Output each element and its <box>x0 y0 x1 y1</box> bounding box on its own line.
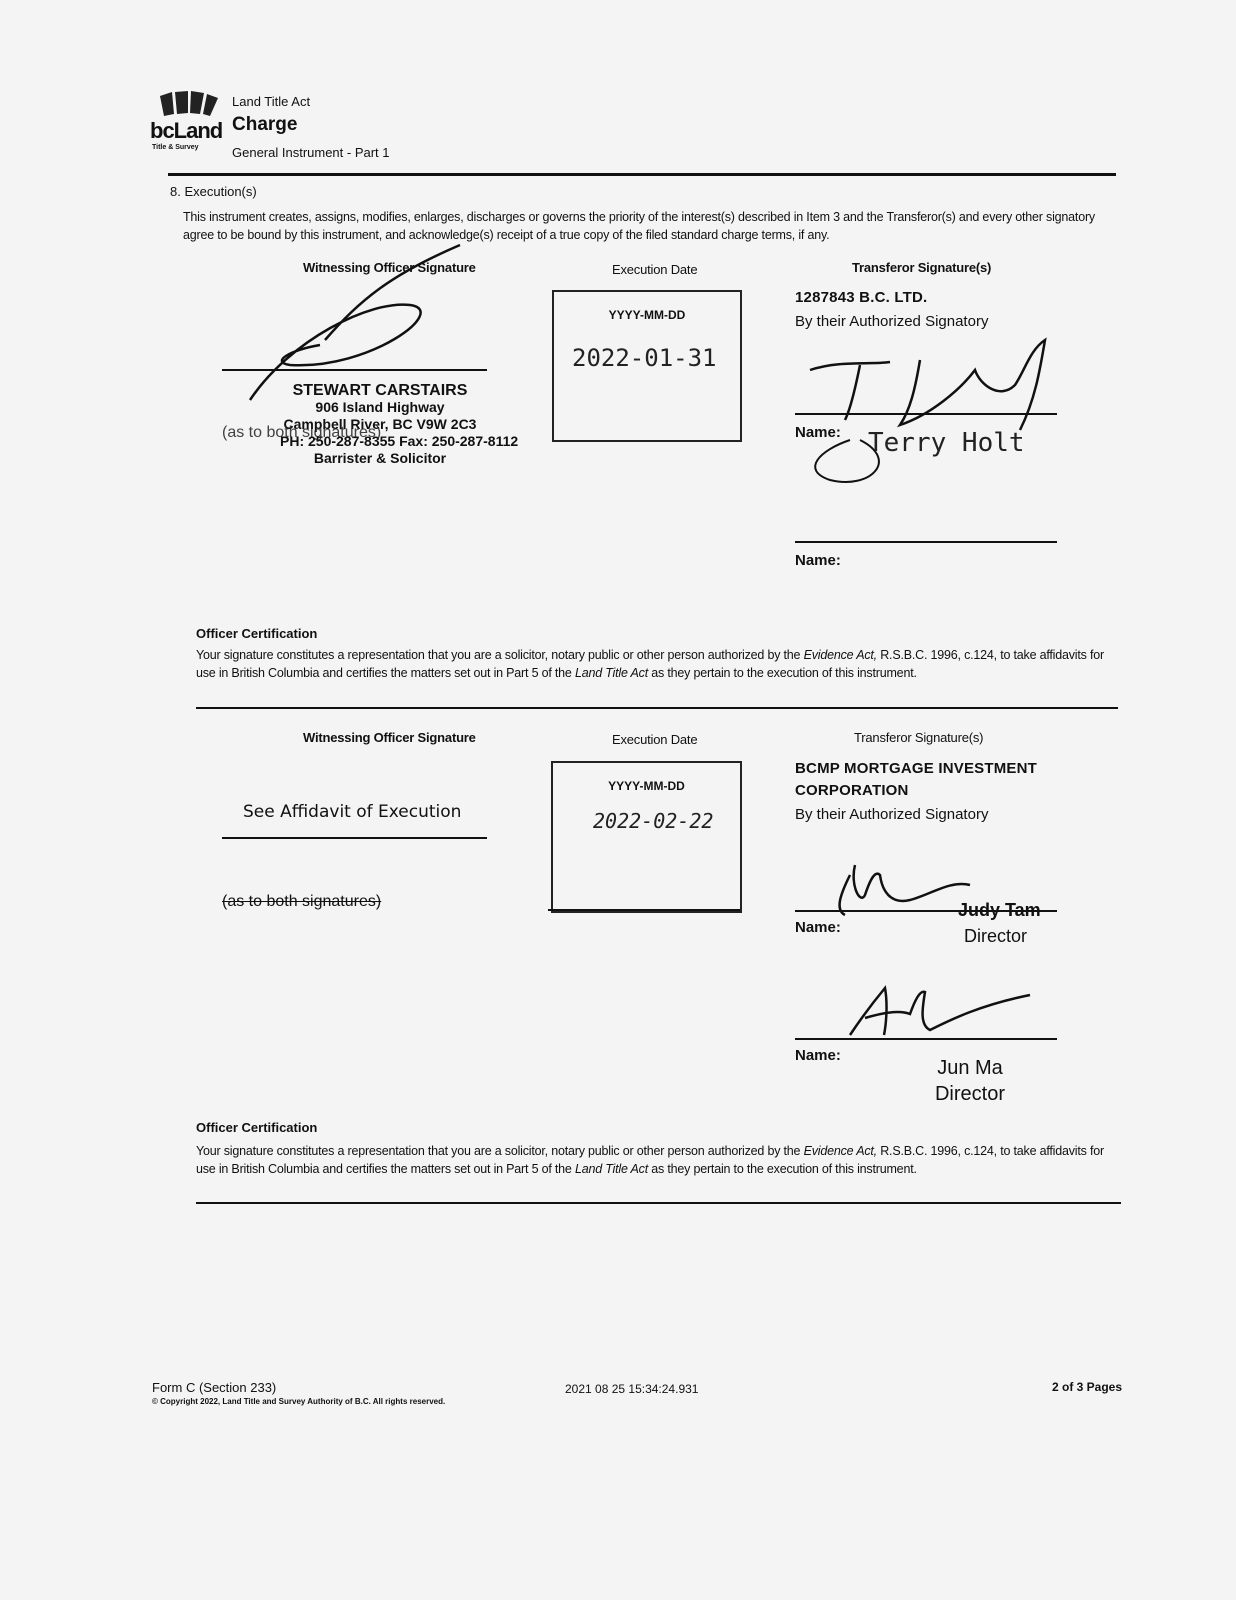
footer-timestamp: 2021 08 25 15:34:24.931 <box>565 1382 699 1396</box>
transferor-heading-2: Transferor Signature(s) <box>854 730 984 745</box>
section-intro: This instrument creates, assigns, modifies, enlarges, discharges or governs the priority of the interest(s) described in Item 3 and the Transferor(s) and every other signatory agree to be bound by this instrument, and acknowledge(s) receipt of a true copy of the filed standard charge terms, if any. <box>183 210 1095 242</box>
name-label-2b: Name: <box>795 1047 841 1064</box>
cert-text-a: Your signature constitutes a representation that you are a solicitor, notary public or other person authorized by the <box>196 648 804 662</box>
header-rule <box>168 173 1116 176</box>
cert-evidence-act: Evidence Act, <box>803 648 877 662</box>
party-2-line2: CORPORATION <box>795 782 909 799</box>
name-label-1a: Name: <box>795 424 841 441</box>
cert2-text-b: R.S.B.C. 1996, c.124, to take affidavits for use in British Columbia and certifies the matters set out in Part 5 of the <box>196 1144 1104 1176</box>
footer-pages: 2 of 3 Pages <box>1052 1380 1123 1394</box>
authorized-2: By their Authorized Signatory <box>795 806 989 823</box>
signer1-name: Judy Tam <box>958 900 1041 920</box>
date-heading-2: Execution Date <box>612 732 698 747</box>
signer1-title: Director <box>964 926 1028 946</box>
name-label-1b: Name: <box>795 552 841 569</box>
header-title: Charge <box>232 114 298 135</box>
execution-date-box-1 <box>552 290 742 442</box>
date-format-1: YYYY-MM-DD <box>608 308 686 322</box>
cert-land-title-act: Land Title Act <box>574 666 649 680</box>
signer2-name: Jun Ma <box>937 1057 1003 1079</box>
cert-rule-2 <box>196 1202 1121 1204</box>
cert-heading-2: Officer Certification <box>196 1120 318 1135</box>
cert-text-c: as they pertain to the execution of this instrument. <box>648 666 917 680</box>
cert-text-b: R.S.B.C. 1996, c.124, to take affidavits for use in British Columbia and certifies the matters set out in Part 5 of the <box>196 648 1104 680</box>
transferor-heading: Transferor Signature(s) <box>852 260 992 275</box>
stamp-phone: PH: 250-287-8355 Fax: 250-287-8112 <box>280 433 519 449</box>
date-box-underline-2 <box>548 909 740 911</box>
cert-text-1 <box>196 646 1111 682</box>
date-value-2: 2022-02-22 <box>593 809 714 833</box>
date-heading: Execution Date <box>612 262 698 277</box>
execution-date-box-2 <box>551 761 742 913</box>
cert-rule-1 <box>196 707 1118 709</box>
transferor-line-1b <box>795 541 1057 543</box>
cert2-text-c: as they pertain to the execution of this instrument. <box>648 1162 917 1176</box>
footer-copyright: © Copyright 2022, Land Title and Survey Authority of B.C. All rights reserved. <box>152 1397 446 1406</box>
cert-text-2 <box>196 1142 1111 1178</box>
witness-text-2: See Affidavit of Execution <box>243 802 462 822</box>
witness-heading: Witnessing Officer Signature <box>303 260 476 275</box>
witness-note-2: (as to both signatures) <box>222 893 382 910</box>
cert-heading-1: Officer Certification <box>196 626 318 641</box>
witness-line-2 <box>222 837 487 839</box>
witness-heading-2: Witnessing Officer Signature <box>303 730 476 745</box>
header-subtitle: General Instrument - Part 1 <box>232 145 390 160</box>
authorized-1: By their Authorized Signatory <box>795 313 989 330</box>
stamp-role: Barrister & Solicitor <box>313 450 447 466</box>
name-label-2a: Name: <box>795 919 841 936</box>
cert2-evidence-act: Evidence Act, <box>803 1144 877 1158</box>
signer2-block <box>910 1055 1030 1107</box>
header-act: Land Title Act <box>232 94 311 109</box>
stamp-city: Campbell River, BC V9W 2C3 <box>283 416 477 432</box>
transferor-line-2b <box>795 1038 1057 1040</box>
party-2-line1: BCMP MORTGAGE INVESTMENT <box>795 760 1038 777</box>
transferor-signature-1 <box>800 330 1060 490</box>
handwritten-name-1: Terry Holt <box>868 428 1025 458</box>
cert2-text-a: Your signature constitutes a representation that you are a solicitor, notary public or other person authorized by the <box>196 1144 804 1158</box>
signer2-title: Director <box>934 1083 1005 1105</box>
bc-land-logo <box>150 88 222 160</box>
transferor-line-1a <box>795 413 1057 415</box>
cert2-land-title-act: Land Title Act <box>574 1162 649 1176</box>
witness-line-1 <box>222 369 487 371</box>
stamp-address: 906 Island Highway <box>315 399 445 415</box>
date-value-1: 2022-01-31 <box>572 344 717 372</box>
stamp-name: STEWART CARSTAIRS <box>292 382 468 399</box>
logo-subtext: Title & Survey <box>152 144 199 151</box>
date-format-2: YYYY-MM-DD <box>608 779 685 793</box>
party-1: 1287843 B.C. LTD. <box>795 289 928 306</box>
logo-text: bcLand <box>150 118 223 143</box>
transferor-signature-2b <box>840 980 1040 1045</box>
witness-note-1: (as to both signatures) <box>222 424 382 441</box>
section-label: 8. Execution(s) <box>170 184 257 199</box>
footer-form: Form C (Section 233) <box>152 1380 277 1395</box>
